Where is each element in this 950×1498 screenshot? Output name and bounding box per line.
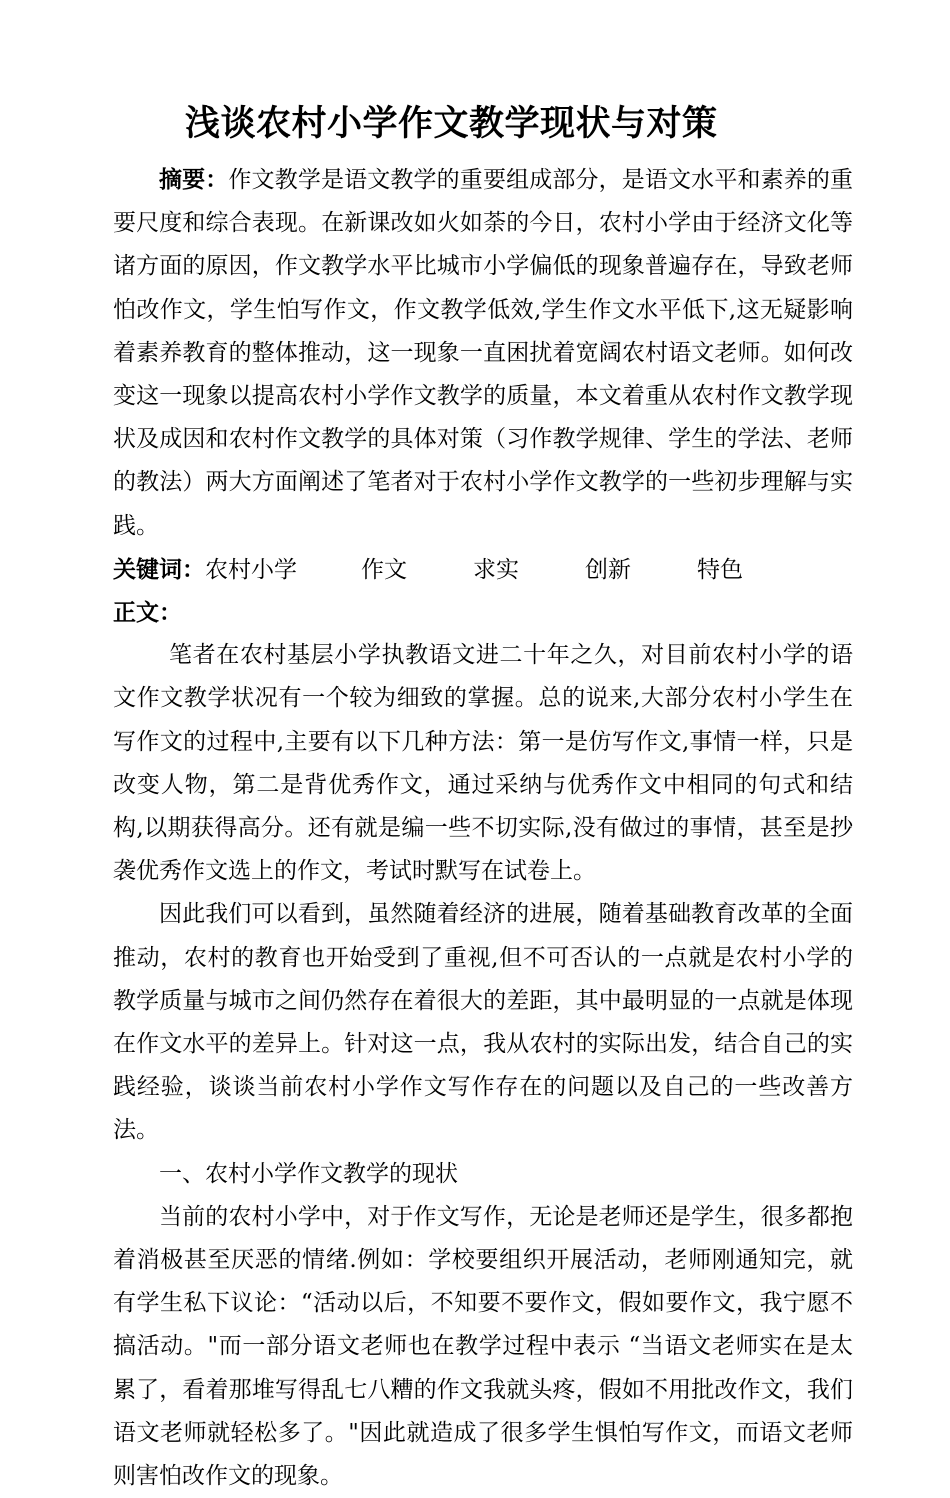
- section-paragraph: 当前的农村小学中，对于作文写作，无论是老师还是学生，很多都抱着消极甚至厌恶的情绪.例如：学校要组织开展活动，老师刚通知完，就有学生私下议论：“活动以后，不知要不要作文，假如要作文，我宁愿不搞活动。"而一部分语文老师也在教学过程中表示 “当语文老师实在是太累了，看着那堆写得乱七八糟的作文我就头疼，假如不用批改作文，我们语文老师就轻松多了。"因此就造成了很多学生惧怕写作文，而语文老师则害怕改作文的现象。: [113, 1203, 853, 1490]
- abstract-text: 作文教学是语文教学的重要组成部分，是语文水平和素养的重要尺度和综合表现。在新课改如火如荼的今日，农村小学由于经济文化等诸方面的原因，作文教学水平比城市小学偏低的现象普遍存在，导致老师怕改作文，学生怕写作文，作文教学低效,学生作文水平低下,这无疑影响着素养教育的整体推动，这一现象一直困扰着宽阔农村语文老师。如何改变这一现象以提高农村小学作文教学的质量，本文着重从农村作文教学现状及成因和农村作文教学的具体对策（习作教学规律、学生的学法、老师的教法）两大方面阐述了笔者对于农村小学作文教学的一些初步理解与实践。: [113, 167, 854, 539]
- abstract-label: 摘要：: [159, 166, 229, 193]
- keyword-item: 作文: [361, 556, 407, 583]
- body-paragraph: 笔者在农村基层小学执教语文进二十年之久，对目前农村小学的语文作文教学状况有一个较为细致的掌握。总的说来,大部分农村小学生在写作文的过程中,主要有以下几种方法：第一是仿写作文,事情一样，只是改变人物，第二是背优秀作文，通过采纳与优秀作文中相同的句式和结构,以期获得高分。还有就是编一些不切实际,没有做过的事情，甚至是抄袭优秀作文选上的作文，考试时默写在试卷上。: [113, 642, 853, 885]
- keyword-item: 创新: [585, 556, 631, 583]
- keywords-label: 关键词：: [113, 555, 205, 583]
- keyword-item: 求实: [473, 556, 519, 583]
- section-title: 一、农村小学作文教学的现状: [159, 1160, 458, 1187]
- body-label: 正文：: [113, 599, 182, 627]
- document-title: 浅谈农村小学作文教学现状与对策: [185, 104, 718, 144]
- body-paragraph: 因此我们可以看到，虽然随着经济的进展，随着基础教育改革的全面推动，农村的教育也开始受到了重视,但不可否认的一点就是农村小学的教学质量与城市之间仍然存在着很大的差距，其中最明显的一点就是体现在作文水平的差异上。针对这一点，我从农村的实际出发，结合自己的实践经验，谈谈当前农村小学作文写作存在的问题以及自己的一些改善方法。: [113, 901, 853, 1144]
- keyword-item: 农村小学: [205, 556, 297, 583]
- keywords-row: [113, 548, 853, 591]
- document-body: [113, 158, 853, 1498]
- keyword-item: 特色: [697, 556, 743, 583]
- abstract-paragraph: [113, 158, 853, 548]
